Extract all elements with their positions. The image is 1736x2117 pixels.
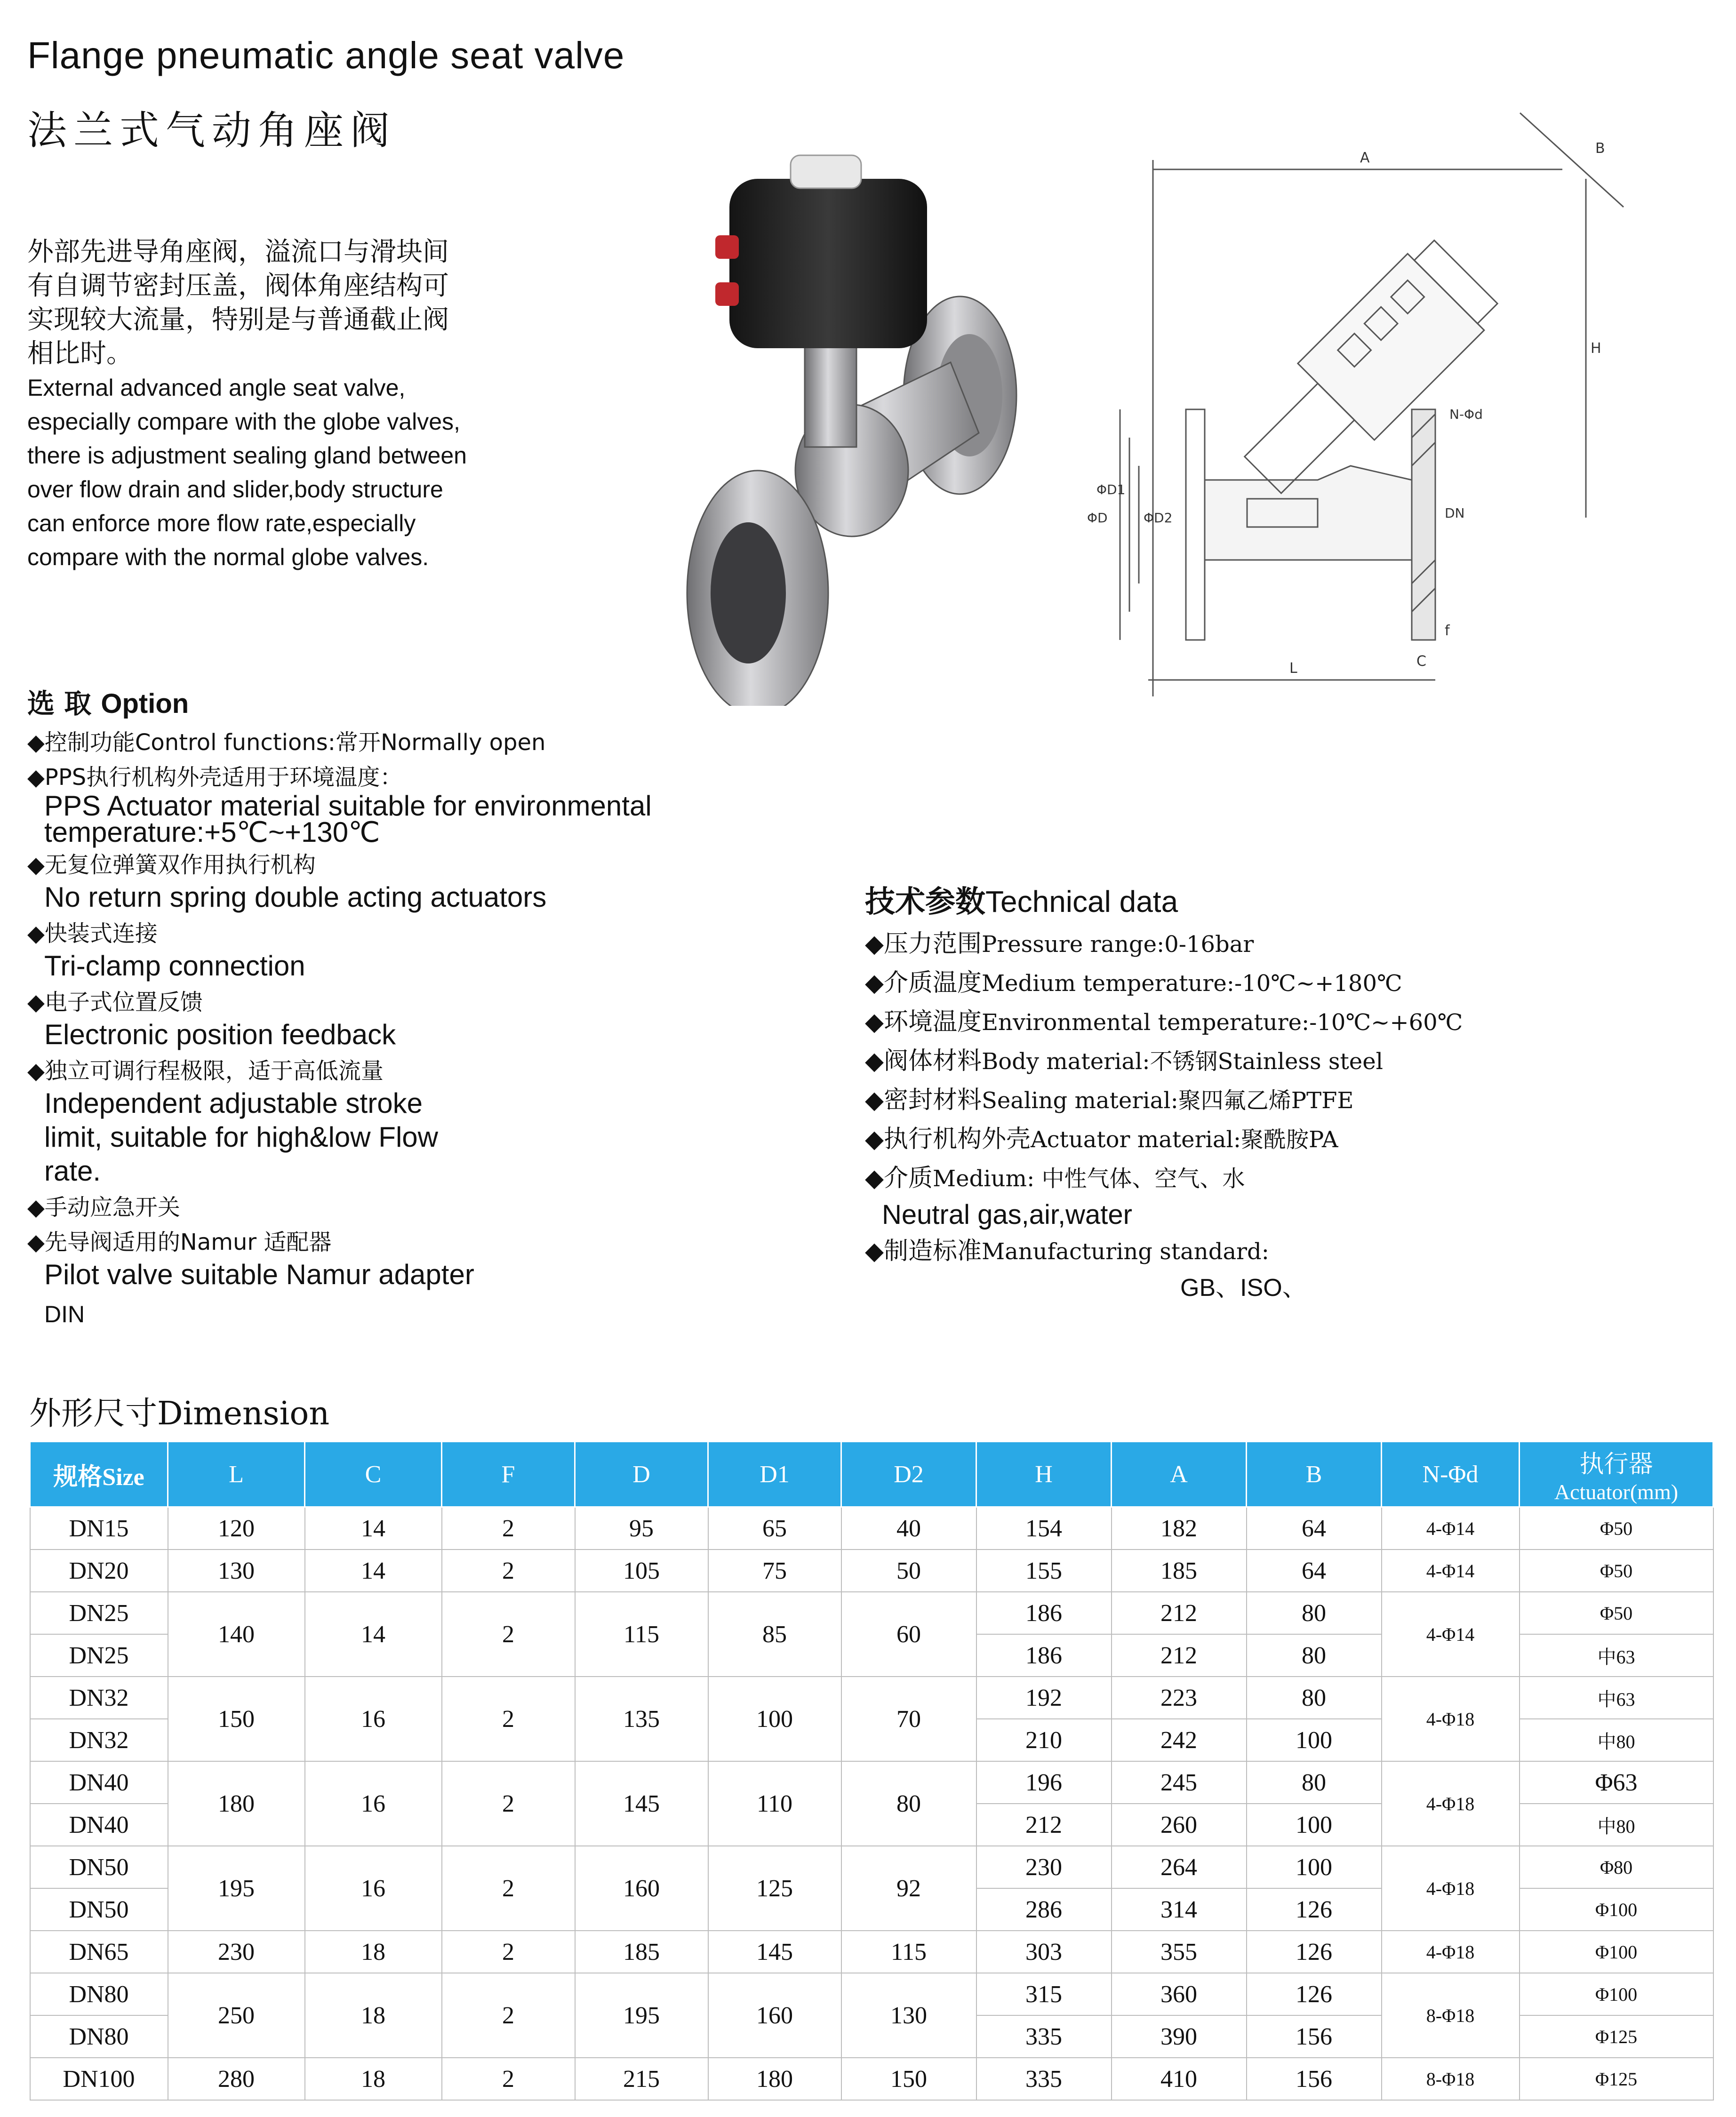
header-b: B [1247,1442,1382,1507]
dim-label-h: H [1591,340,1601,357]
option-detail: PPS Actuator material suitable for environmental [44,790,652,822]
table-cell: 2 [442,1846,575,1931]
dim-label-d: ΦD [1087,510,1108,526]
table-cell: 335 [976,2058,1112,2100]
table-cell: 8-Φ18 [1382,1973,1520,2058]
table-cell: 中63 [1520,1634,1713,1677]
table-cell: Φ100 [1520,1973,1713,2015]
table-cell: DN32 [30,1719,168,1761]
table-cell: 14 [305,1592,442,1677]
table-cell: 126 [1247,1888,1382,1931]
table-cell: 212 [1112,1634,1247,1677]
table-cell: 245 [1112,1761,1247,1804]
table-cell: 2 [442,1973,575,2058]
table-cell: 150 [841,2058,976,2100]
table-cell: Φ100 [1520,1888,1713,1931]
options-heading-en: Option [101,688,189,719]
table-cell: DN15 [30,1507,168,1550]
table-cell: 18 [305,1931,442,1973]
table-cell: 210 [976,1719,1112,1761]
table-cell: 中80 [1520,1719,1713,1761]
header-l: L [168,1442,305,1507]
description-en-line: External advanced angle seat valve, [27,375,406,401]
table-cell: 2 [442,1931,575,1973]
title-english: Flange pneumatic angle seat valve [27,34,625,76]
table-cell: 185 [575,1931,708,1973]
option-detail: limit, suitable for high&low Flow [44,1121,438,1153]
table-cell: 145 [708,1931,841,1973]
dim-label-nd: N-Φd [1449,407,1483,422]
table-row [30,1846,1713,1888]
table-cell: 110 [708,1761,841,1846]
table-cell: DN80 [30,2015,168,2058]
table-cell: 126 [1247,1931,1382,1973]
table-cell: 4-Φ14 [1382,1550,1520,1592]
table-cell: 130 [841,1973,976,2058]
technical-list [865,925,1463,1305]
table-cell: 156 [1247,2015,1382,2058]
option-item [27,918,733,983]
dim-label-c: C [1416,653,1426,670]
table-cell: 80 [841,1761,976,1846]
table-cell: 180 [168,1761,305,1846]
table-cell: Φ125 [1520,2015,1713,2058]
table-cell: Φ125 [1520,2058,1713,2100]
description-cn-line: 实现较大流量，特别是与普通截止阀 [27,304,449,335]
table-cell: 125 [708,1846,841,1931]
table-cell: 145 [575,1761,708,1846]
dimension-table [29,1441,1714,2101]
table-cell: 390 [1112,2015,1247,2058]
tech-item-pressure: ◆压力范围Pressure range:0-16bar [865,930,1254,958]
technical-heading-cn: 技术参数 [865,885,985,919]
table-cell: 160 [708,1973,841,2058]
table-cell: DN50 [30,1846,168,1888]
table-cell: 50 [841,1550,976,1592]
table-cell: 195 [575,1973,708,2058]
table-cell: 105 [575,1550,708,1592]
table-cell: 120 [168,1507,305,1550]
option-item [27,987,733,1052]
table-cell: 186 [976,1592,1112,1634]
table-cell: 135 [575,1677,708,1761]
table-cell: 115 [575,1592,708,1677]
header-f: F [442,1442,575,1507]
table-row [30,1677,1713,1719]
table-cell: 154 [976,1507,1112,1550]
table-cell: 95 [575,1507,708,1550]
option-detail: No return spring double acting actuators [44,881,547,913]
option-label: ◆独立可调行程极限，适于高低流量 [27,1058,384,1084]
header-c: C [305,1442,442,1507]
table-cell: 212 [1112,1592,1247,1634]
table-cell: 2 [442,1550,575,1592]
table-cell: 264 [1112,1846,1247,1888]
option-detail: temperature:+5℃~+130℃ [44,816,380,848]
valve-dimension-drawing [1068,108,1652,701]
table-cell: 140 [168,1592,305,1677]
table-cell: 130 [168,1550,305,1592]
options-list [27,727,733,1335]
description-en-line: especially compare with the globe valves, [27,408,460,435]
description-cn-line: 相比时。 [27,338,133,369]
table-cell: 16 [305,1846,442,1931]
description-en-line: can enforce more flow rate,especially [27,510,416,536]
valve-product-photo [649,141,1064,706]
header-d: D [575,1442,708,1507]
header-d1: D1 [708,1442,841,1507]
table-cell: 75 [708,1550,841,1592]
option-label: ◆先导阀适用的Namur 适配器 [27,1229,332,1255]
table-cell: 100 [1247,1804,1382,1846]
table-cell: 160 [575,1846,708,1931]
option-item [27,762,733,846]
table-row [30,1550,1713,1592]
table-cell: 4-Φ14 [1382,1592,1520,1677]
header-d2: D2 [841,1442,976,1507]
table-cell: Φ50 [1520,1592,1713,1634]
table-cell: 4-Φ18 [1382,1846,1520,1931]
technical-heading [865,878,1178,921]
table-cell: 196 [976,1761,1112,1804]
table-cell: 280 [168,2058,305,2100]
table-cell: 4-Φ18 [1382,1761,1520,1846]
option-item [27,1192,733,1223]
table-cell: 2 [442,1507,575,1550]
table-cell: 18 [305,1973,442,2058]
table-cell: DN50 [30,1888,168,1931]
table-cell: 2 [442,1592,575,1677]
table-cell: 2 [442,2058,575,2100]
table-cell: 223 [1112,1677,1247,1719]
table-cell: 40 [841,1507,976,1550]
dim-label-l: L [1289,660,1297,677]
table-cell: Φ63 [1520,1761,1713,1804]
table-cell: DN40 [30,1804,168,1846]
table-cell: 70 [841,1677,976,1761]
table-cell: 260 [1112,1804,1247,1846]
technical-heading-en: Technical data [985,885,1178,919]
table-cell: 315 [976,1973,1112,2015]
header-actuator: 执行器 Actuator(mm) [1520,1442,1713,1507]
tech-item-body-material: ◆阀体材料Body material:不锈钢Stainless steel [865,1047,1383,1075]
table-cell: 2 [442,1761,575,1846]
table-cell: 80 [1247,1592,1382,1634]
dimension-header-row [30,1442,1713,1507]
table-cell: 80 [1247,1677,1382,1719]
table-cell: DN65 [30,1931,168,1973]
table-cell: 100 [708,1677,841,1761]
dim-label-b: B [1595,140,1605,157]
option-item [27,1227,733,1331]
table-cell: 360 [1112,1973,1247,2015]
header-a: A [1112,1442,1247,1507]
table-cell: DN80 [30,1973,168,2015]
table-cell: Φ100 [1520,1931,1713,1973]
table-cell: 64 [1247,1507,1382,1550]
options-heading-cn: 选 取 [27,687,101,719]
header-n-d: N-Φd [1382,1442,1520,1507]
table-cell: 230 [168,1931,305,1973]
dimension-heading: 外形尺寸Dimension [29,1395,330,1432]
dim-label-f: f [1445,623,1450,639]
table-cell: 60 [841,1592,976,1677]
header-size: 规格Size [30,1442,168,1507]
option-detail: Electronic position feedback [44,1019,396,1050]
dim-label-dn: DN [1445,505,1465,521]
product-description [27,235,536,574]
option-detail: Pilot valve suitable Namur adapter [44,1259,474,1290]
description-en-line: there is adjustment sealing gland between [27,442,467,469]
table-row [30,1761,1713,1804]
table-cell: 2 [442,1677,575,1761]
table-cell: 156 [1247,2058,1382,2100]
table-cell: 250 [168,1973,305,2058]
table-cell: 100 [1247,1846,1382,1888]
table-cell: 4-Φ18 [1382,1677,1520,1761]
table-cell: 182 [1112,1507,1247,1550]
title-chinese: 法兰式气动角座阀 [27,107,397,153]
table-cell: 180 [708,2058,841,2100]
table-cell: 150 [168,1677,305,1761]
option-detail: DIN [44,1301,85,1327]
option-item [27,849,733,914]
option-label: ◆电子式位置反馈 [27,989,203,1015]
table-cell: 80 [1247,1761,1382,1804]
option-item [27,727,733,758]
table-cell: 242 [1112,1719,1247,1761]
table-cell: 16 [305,1677,442,1761]
table-row [30,1592,1713,1634]
table-cell: Φ50 [1520,1507,1713,1550]
table-cell: 18 [305,2058,442,2100]
table-cell: 410 [1112,2058,1247,2100]
table-row [30,2058,1713,2100]
table-cell: Φ80 [1520,1846,1713,1888]
option-label: ◆PPS执行机构外壳适用于环境温度： [27,764,403,791]
option-label: ◆手动应急开关 [27,1194,180,1221]
tech-item-env-temp: ◆环境温度Environmental temperature:-10℃~+60℃ [865,1008,1463,1036]
description-en-line: compare with the normal globe valves. [27,544,429,570]
tech-item-medium-detail: Neutral gas,air,water [882,1199,1132,1230]
table-cell: 185 [1112,1550,1247,1592]
table-cell: 230 [976,1846,1112,1888]
table-cell: 中80 [1520,1804,1713,1846]
table-cell: 195 [168,1846,305,1931]
tech-item-sealing: ◆密封材料Sealing material:聚四氟乙烯PTFE [865,1086,1354,1114]
tech-item-standard-detail: GB、ISO、 [1180,1274,1307,1302]
table-cell: DN25 [30,1592,168,1634]
table-cell: 92 [841,1846,976,1931]
table-cell: 14 [305,1550,442,1592]
option-item [27,1055,733,1188]
tech-item-standard: ◆制造标准Manufacturing standard: [865,1237,1269,1265]
dim-label-d2: ΦD2 [1144,510,1173,526]
table-cell: DN25 [30,1634,168,1677]
table-row [30,1973,1713,2015]
option-detail: rate. [44,1155,101,1187]
table-cell: 4-Φ18 [1382,1931,1520,1973]
table-cell: DN40 [30,1761,168,1804]
table-cell: 355 [1112,1931,1247,1973]
table-cell: 8-Φ18 [1382,2058,1520,2100]
table-cell: 80 [1247,1634,1382,1677]
table-cell: 16 [305,1761,442,1846]
header-h: H [976,1442,1112,1507]
table-cell: 186 [976,1634,1112,1677]
table-cell: DN20 [30,1550,168,1592]
dim-label-d1: ΦD1 [1096,482,1126,497]
table-cell: DN32 [30,1677,168,1719]
table-row [30,1507,1713,1550]
table-cell: 中63 [1520,1677,1713,1719]
description-en-line: over flow drain and slider,body structure [27,476,443,503]
table-cell: 100 [1247,1719,1382,1761]
option-label: ◆控制功能Control functions:常开Normally open [27,729,546,756]
table-cell: 212 [976,1804,1112,1846]
description-cn-line: 有自调节密封压盖，阀体角座结构可 [27,271,449,301]
table-cell: 215 [575,2058,708,2100]
table-cell: 85 [708,1592,841,1677]
table-cell: 314 [1112,1888,1247,1931]
table-cell: 65 [708,1507,841,1550]
table-cell: 192 [976,1677,1112,1719]
table-cell: DN100 [30,2058,168,2100]
tech-item-actuator-material: ◆执行机构外壳Actuator material:聚酰胺PA [865,1125,1338,1153]
option-label: ◆快装式连接 [27,920,158,947]
option-label: ◆无复位弹簧双作用执行机构 [27,852,316,878]
option-detail: Independent adjustable stroke [44,1087,423,1119]
option-detail: Tri-clamp connection [44,950,305,982]
tech-item-medium: ◆介质Medium: 中性气体、空气、水 [865,1164,1245,1192]
table-cell: 4-Φ14 [1382,1507,1520,1550]
table-cell: 14 [305,1507,442,1550]
table-cell: 303 [976,1931,1112,1973]
table-row [30,1931,1713,1973]
table-cell: 64 [1247,1550,1382,1592]
dim-label-a: A [1360,150,1370,166]
options-heading [27,681,189,721]
table-cell: 335 [976,2015,1112,2058]
table-cell: 155 [976,1550,1112,1592]
table-cell: 286 [976,1888,1112,1931]
description-cn-line: 外部先进导角座阀，溢流口与滑块间 [27,237,449,267]
table-cell: 126 [1247,1973,1382,2015]
table-cell: 115 [841,1931,976,1973]
table-cell: Φ50 [1520,1550,1713,1592]
tech-item-medium-temp: ◆介质温度Medium temperature:-10℃~+180℃ [865,969,1402,997]
